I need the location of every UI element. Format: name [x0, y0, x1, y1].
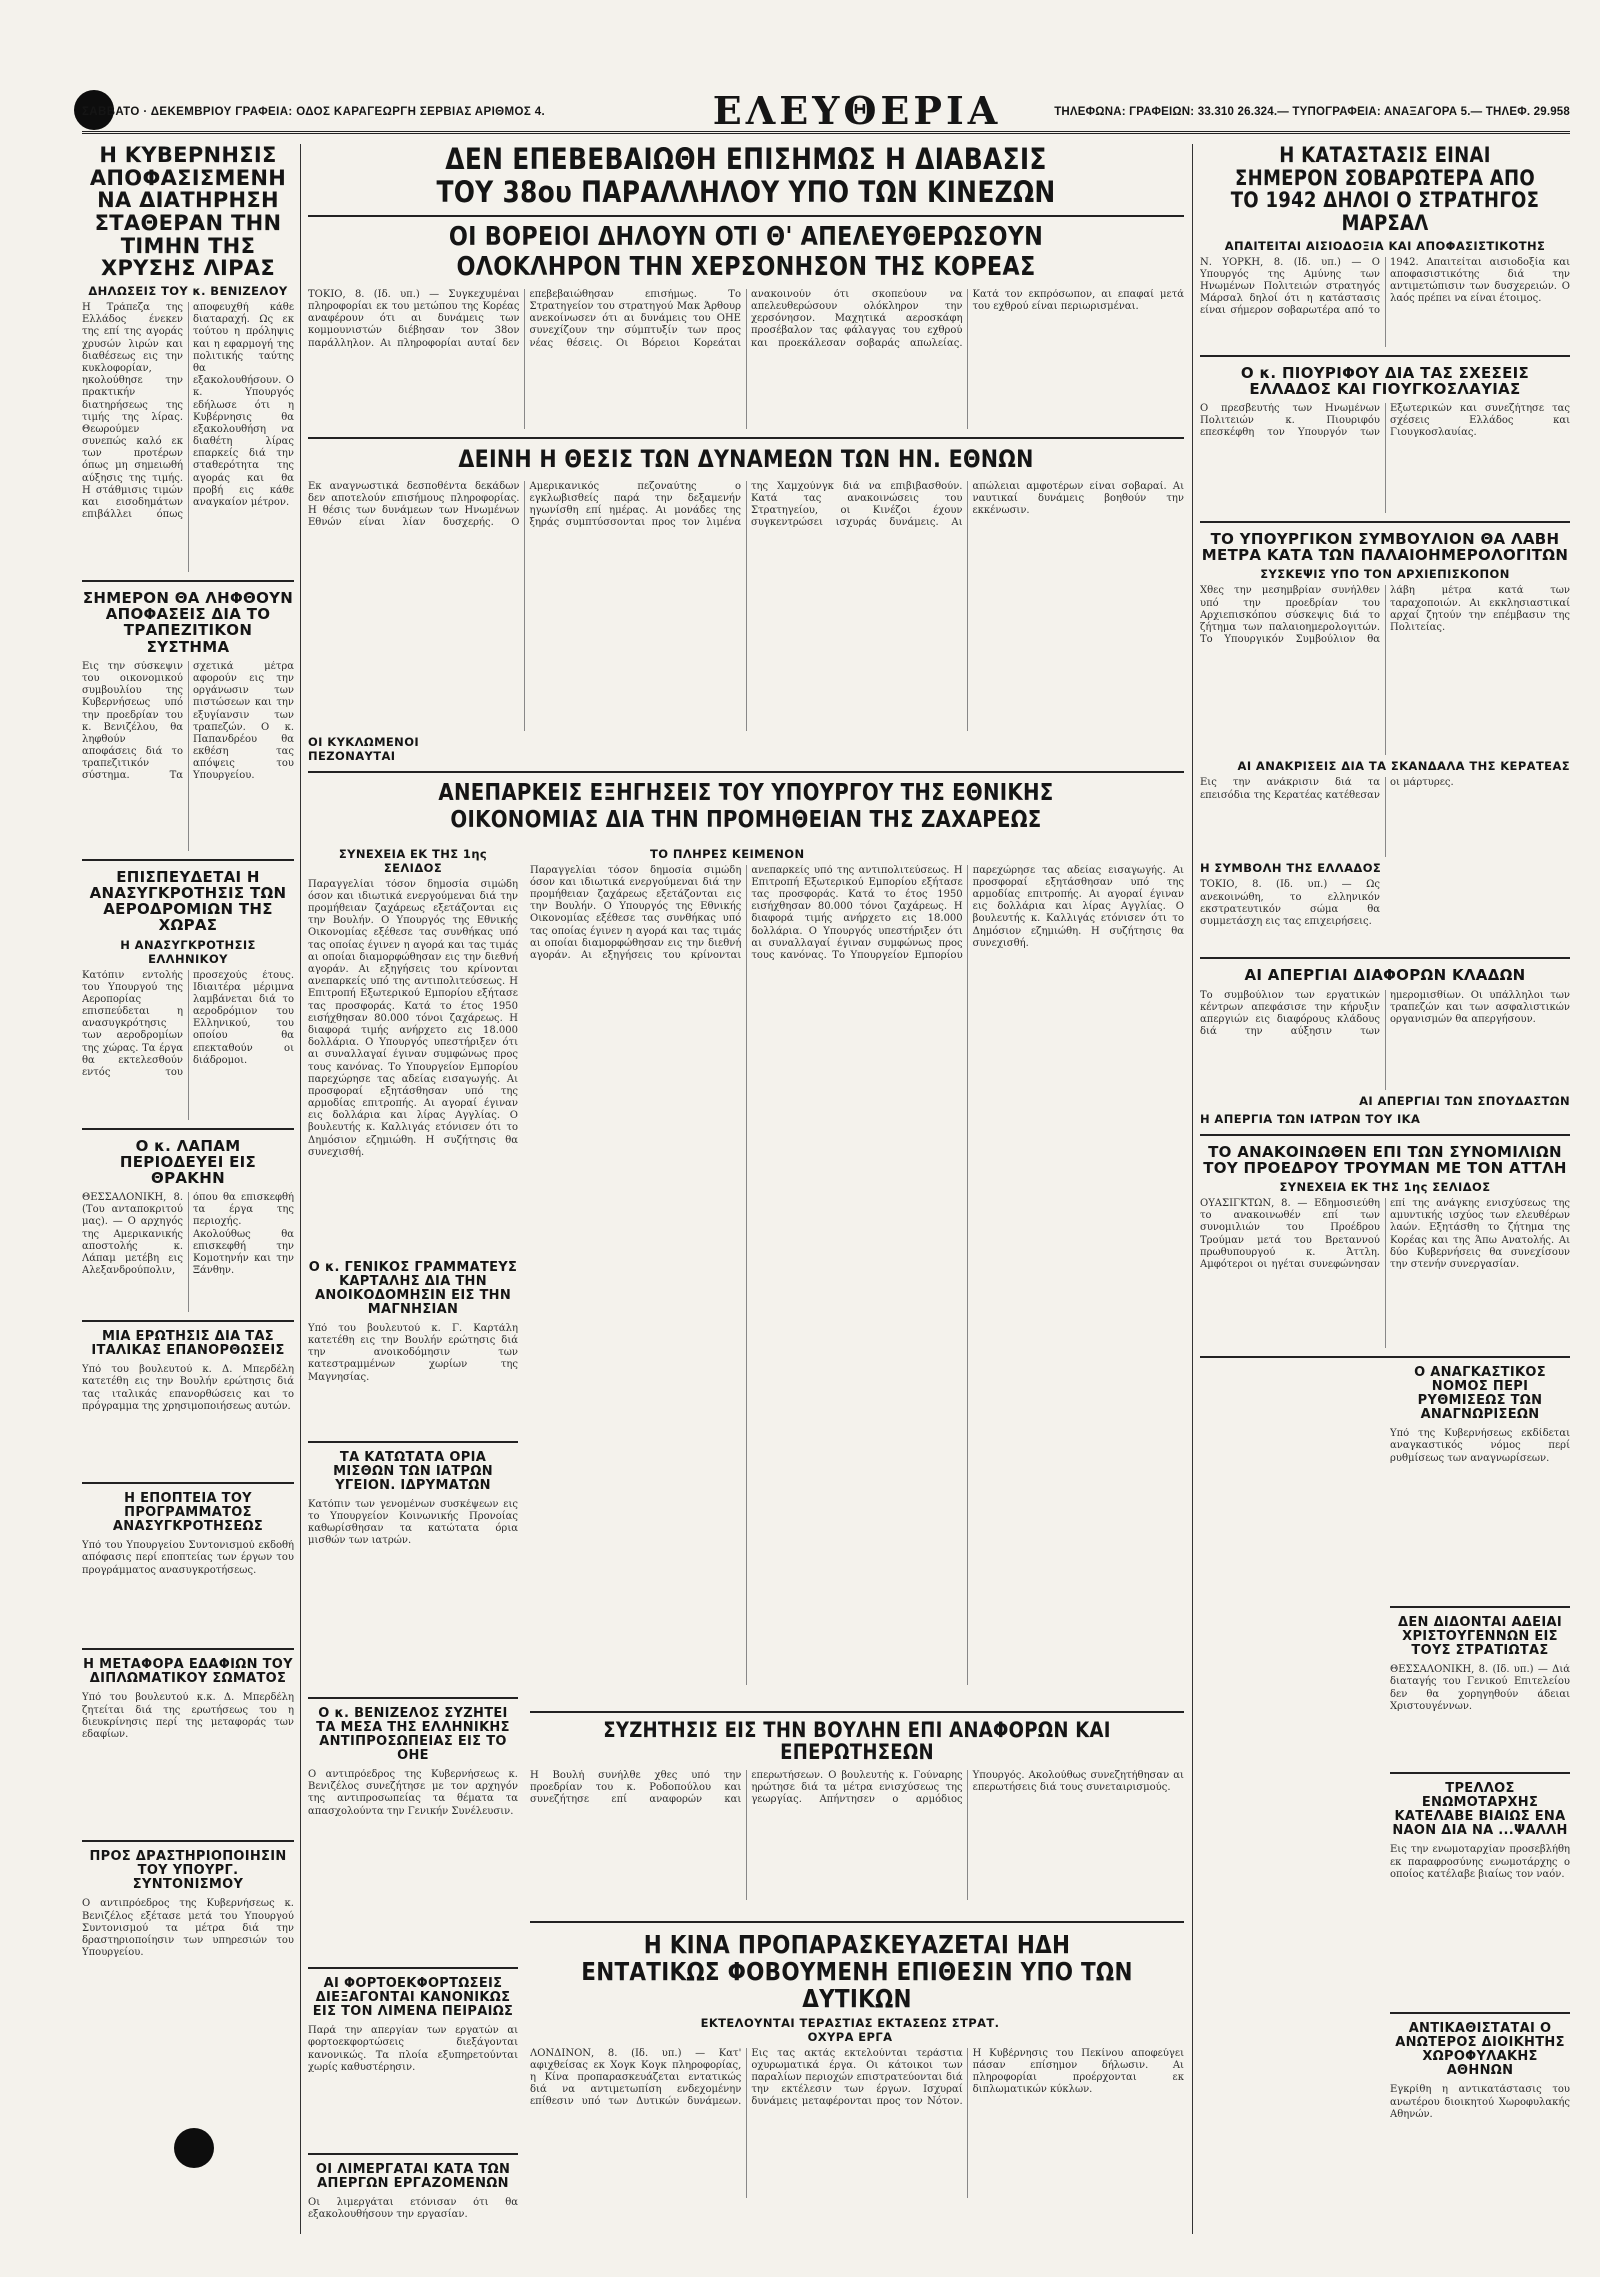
article-peurifoy: Ο πρεσβευτής των Ηνωμένων Πολιτειών κ. Πιουριφόυ επεσκέφθη τον Υπουργόν των Εξωτερικών και συνεζήτησε τας σχέσεις Ελλάδος και Γιουγκοσλαυίας.: [1200, 403, 1570, 439]
divider: [308, 1697, 518, 1699]
article-marshall: Ν. ΥΟΡΚΗ, 8. (Ιδ. υπ.) — Ο Υπουργός της Αμύνης των Ηνωμένων Πολιτειών στρατηγός Μάρσαλ δηλοί ότι η κατάστασις είναι σήμερον σοβαρωτέρα από το 1942. Απαιτείται αισιοδοξία και αποφασιστικότης διά την αντιμετώπισιν των δυσχερειών. Ο λαός πρέπει να είναι έτοιμος.: [1200, 256, 1570, 317]
divider: [308, 771, 1184, 773]
article-italian-reparations: Υπό του βουλευτού κ. Δ. Μπερδέλη κατετέθη εις την Βουλήν ερώτησις διά τας ιταλικάς επανορθώσεις και το πρόγραμμα της χρησιμοποιήσεως αυτών.: [82, 1364, 294, 1412]
headline-oversight: Η ΕΠΟΠΤΕΙΑ ΤΟΥ ΠΡΟΓΡΑΜΜΑΤΟΣ ΑΝΑΣΥΓΚΡΟΤΗΣΕΩΣ: [112, 1491, 264, 1535]
article-greek-contribution: ΤΟΚΙΟ, 8. (Ιδ. υπ.) — Ως ανεκοινώθη, το ελληνικόν εκστρατευτικόν σώμα θα συμμετάσχη εις τας επιχειρήσεις.: [1200, 879, 1380, 927]
article-oversight: Υπό του Υπουργείου Συντονισμού εκδοθή απόφασις περί εποπτείας των έργων του προγράμματος ανασυγκροτήσεως.: [82, 1540, 294, 1576]
divider: [1200, 1134, 1570, 1136]
column-rule: [300, 144, 301, 2234]
article-korea: ΤΟΚΙΟ, 8. (Ιδ. υπ.) — Συγκεχυμέναι πληροφορίαι εκ του μετώπου της Κορέας αναφέρουν ότι αι δυνάμεις των κομμουνιστών διέβησαν τον 38ον παράλληλον. Αι πληροφορίαι αυταί δεν επεβεβαιώθησαν επισήμως. Το Στρατηγείον του στρατηγού Μακ Άρθουρ ανεκοίνωσεν ότι αι δυνάμεις του ΟΗΕ συνεχίζουν την σύμπτυξίν των προς νέας θέσεις. Οι Βόρειοι Κορεάται ανακοινούν ότι σκοπεύουν να απελευθερώσουν ολόκληρον την χερσόνησον. Μαχητικά αεροσκάφη προσέβαλον τας φάλαγγας του εχθρού και προεκάλεσαν σοβαράς απωλείας. Κατά τον εκπρόσωπον, αι επαφαί μετά του εχθρού είναι περιωρισμέναι.: [308, 288, 1184, 349]
divider: [1200, 1356, 1570, 1358]
lower-center: [308, 781, 1184, 2234]
headline-mad-sergeant: ΤΡΕΛΛΟΣ ΕΝΩΜΟΤΑΡΧΗΣ ΚΑΤΕΛΑΒΕ ΒΙΑΙΩΣ ΕΝΑ ΝΑΟΝ ΔΙΑ ΝΑ ...ΨΑΛΛΗ: [1392, 1781, 1568, 1839]
divider: [1200, 355, 1570, 357]
article-sugar: Παραγγελίαι τόσον δημοσία σιμώδη όσον και ιδιωτικά ενεργούμεναι διά την προμήθειαν ζαχάρεως εξετάζονται εις την Βουλήν. Ο Υπουργός της Εθνικής Οικονομίας εξέθεσε τας συνθήκας υπό τας οποίας έγινεν η αγορά και τας τιμάς αι οποίαι διαμορφώθησαν εις την διεθνή αγοράν. Αι εξηγήσεις του κρίνονται ανεπαρκείς υπό της αντιπολιτεύσεως. Η Επιτροπή Εξωτερικού Εμπορίου εξήτασε τας προσφοράς. Κατά το έτος 1950 εισήχθησαν 80.000 τόνοι ζαχάρεως. Η διαφορά τιμής ανήρχετο εις 18.000 δολλάρια. Ο Υπουργός υπεστήριξεν ότι αι συναλλαγαί έγιναν συμφώνως προς τους κανόνας. Το Υπουργείον Εμπορίου παρεχώρησε τας αδείας εισαγωγής. Αι προσφοραί εξητάσθησαν υπό της αρμοδίας επιτροπής. Αι αγοραί έγιναν εις δολλάρια και λίρας Αγγλίας. Ο βουλευτής κ. Καλλιγάς ετόνισεν ότι το Δημόσιον εζημιώθη. Η συζήτησις θα συνεχισθή.: [530, 864, 1184, 961]
article-compulsory-law: Υπό της Κυβερνήσεως εκδίδεται αναγκαστικός νόμος περί ρυθμίσεως των αναγνωρίσεων.: [1390, 1428, 1570, 1464]
headline-italian-reparations: ΜΙΑ ΕΡΩΤΗΣΙΣ ΔΙΑ ΤΑΣ ΙΤΑΛΙΚΑΣ ΕΠΑΝΟΡΘΩΣΕΙΣ: [91, 1329, 285, 1359]
divider: [308, 2153, 518, 2155]
headline-cabinet: ΤΟ ΥΠΟΥΡΓΙΚΟΝ ΣΥΜΒΟΥΛΙΟΝ ΘΑ ΛΑΒΗ ΜΕΤΡΑ ΚΑΤΑ ΤΩΝ ΠΑΛΑΙΟΗΜΕΡΟΛΟΓΙΤΩΝ: [1201, 530, 1569, 565]
divider: [1390, 1606, 1570, 1608]
headline-doctor-salaries: ΤΑ ΚΑΤΩΤΑΤΑ ΟΡΙΑ ΜΙΣΘΩΝ ΤΩΝ ΙΑΤΡΩΝ ΥΓΕΙΟΝ. ΙΔΡΥΜΑΤΩΝ: [333, 1449, 493, 1493]
right-subcolumn: [1390, 1366, 1570, 2144]
divider: [82, 1648, 294, 1650]
kicker-airports: Η ΑΝΑΣΥΓΚΡΟΤΗΣΙΣ ΕΛΛΗΝΙΚΟΥ: [120, 937, 256, 966]
headline-marshall: Η ΚΑΤΑΣΤΑΣΙΣ ΕΙΝΑΙ ΣΗΜΕΡΟΝ ΣΟΒΑΡΩΤΕΡΑ ΑΠΟ ΤΟ 1942 ΔΗΛΟΙ Ο ΣΤΡΑΤΗΓΟΣ ΜΑΡΣΑΛ: [1230, 144, 1540, 236]
article-mad-sergeant: Εις την ενωμοταρχίαν προσεβλήθη εκ παραφροσύνης ενωμοτάρχης ο οποίος κατέλαβε βιαίως τον ναόν.: [1390, 1844, 1570, 1880]
subhead-full-text: ΤΟ ΠΛΗΡΕΣ ΚΕΙΜΕΝΟΝ: [650, 846, 805, 861]
article-lapam: ΘΕΣΣΑΛΟΝΙΚΗ, 8. (Του ανταποκριτού μας). — Ο αρχηγός της Αμερικανικής αποστολής κ. Λάπαμ μετέβη εις Αλεξανδρούπολιν, όπου θα επισκεφθή τα έργα της περιοχής. Ακολούθως θα επισκεφθή την Κομοτηνήν και την Ξάνθην.: [82, 1192, 294, 1277]
divider: [82, 859, 294, 861]
divider: [82, 580, 294, 582]
article-un-delegation: Ο αντιπρόεδρος της Κυβερνήσεως κ. Βενιζέλος συνεζήτησε με τον αρχηγόν της αντιπροσωπείας τα θέματα τα απασχολούντα την Γενικήν Συνέλευσιν.: [308, 1769, 518, 1817]
headline-peurifoy: Ο κ. ΠΙΟΥΡΙΦΟΥ ΔΙΑ ΤΑΣ ΣΧΕΣΕΙΣ ΕΛΛΑΔΟΣ ΚΑΙ ΓΙΟΥΓΚΟΣΛΑΥΙΑΣ: [1240, 363, 1530, 398]
article-china: ΛΟΝΔΙΝΟΝ, 8. (Ιδ. υπ.) — Κατ' αφιχθείσας εκ Χογκ Κογκ πληροφορίας, η Κίνα προπαρασκευάζεται εντατικώς διά να αντιμετωπίση ενδεχομένην επίθεσιν υπό των Δυτικών δυνάμεων. Εις τας ακτάς εκτελούνται τεράστια οχυρωματικά έργα. Οι κάτοικοι των παραλίων περιοχών επιστρατεύονται διά την εκτέλεσιν των έργων. Ισχυραί δυνάμεις μεταφέρονται προς τον Νότον. Η Κυβέρνησις του Πεκίνου αποφεύγει πάσαν επίσημον δήλωσιν. Αι πληροφορίαι προέρχονται εκ διπλωματικών κύκλων.: [530, 2047, 1184, 2108]
kicker-kerateas: ΑΙ ΑΝΑΚΡΙΣΕΙΣ ΔΙΑ ΤΑ ΣΚΑΝΔΑΛΑ ΤΗΣ ΚΕΡΑΤΕΑΣ: [1237, 759, 1570, 774]
headline-compulsory-law: Ο ΑΝΑΓΚΑΣΤΙΚΟΣ ΝΟΜΟΣ ΠΕΡΙ ΡΥΘΜΙΣΕΩΣ ΤΩΝ ΑΝΑΓΝΩΡΙΣΕΩΝ: [1414, 1365, 1546, 1423]
kicker-greek-contribution: Η ΣΥΜΒΟΛΗ ΤΗΣ ΕΛΛΑΔΟΣ: [1200, 861, 1382, 876]
divider: [82, 1320, 294, 1322]
china-story: [530, 1921, 1184, 2198]
article-diplomatic: Υπό του βουλευτού κ.κ. Δ. Μπερδέλη ζητείται διά της ερωτήσεως του η διευκρίνησις περί της μεταφοράς των εδαφίων.: [82, 1692, 294, 1740]
headline-38th-parallel-2: ΤΟΥ 38ου ΠΑΡΑΛΛΗΛΟΥ ΥΠΟ ΤΩΝ ΚΙΝΕΖΩΝ: [436, 175, 1056, 210]
divider: [530, 1921, 1184, 1923]
divider: [308, 1967, 518, 1969]
newspaper-title: ΕΛΕΥΘΕΡΙΑ: [712, 88, 1002, 133]
kicker-archbishop: ΣΥΣΚΕΨΙΣ ΥΠΟ ΤΟΝ ΑΡΧΙΕΠΙΣΚΟΠΟΝ: [1260, 567, 1510, 582]
headline-parliament: ΣΥΖΗΤΗΣΙΣ ΕΙΣ ΤΗΝ ΒΟΥΛΗΝ ΕΠΙ ΑΝΑΦΟΡΩΝ ΚΑΙ ΕΠΕΡΩΤΗΣΕΩΝ: [603, 1717, 1111, 1765]
kicker-china: ΕΚΤΕΛΟΥΝΤΑΙ ΤΕΡΑΣΤΙΑΣ ΕΚΤΑΣΕΩΣ ΣΤΡΑΤ. ΟΧΥΡΑ ΕΡΓΑ: [700, 2015, 1000, 2044]
article-truman-attlee: ΟΥΑΣΙΓΚΤΩΝ, 8. — Εδημοσιεύθη το ανακοινωθέν επί των συνομιλιών του Προέδρου Τρούμαν μετά του Βρεταννού πρωθυπουργού κ. Άττλη. Αμφότεροι οι ηγέται συνεφώνησαν επί της ανάγκης ενισχύσεως της αμυντικής ισχύος των ελευθέρων λαών. Εξητάσθη το ζήτημα της Κορέας και της Άπω Ανατολής. Αι δύο Κυβερνήσεις θα συνεχίσουν την στενήν συνεργασίαν.: [1200, 1198, 1570, 1270]
headline-un-forces: ΔΕΙΝΗ Η ΘΕΣΙΣ ΤΩΝ ΔΥΝΑΜΕΩΝ ΤΩΝ ΗΝ. ΕΘΝΩΝ: [458, 444, 1034, 473]
article-un-forces: Εκ αναγνωστικά δεσποθέντα δεκάδων δεν αποτελούν επισήμους πληροφορίας. Η θέσις των δυνάμεων των Ηνωμένων Εθνών είναι λίαν δυσχερής. Ο Αμερικανικός πεζοναύτης ο εγκλωβισθείς παρά την δεξαμενήν ηγωνίσθη επί ημέρας. Αι μονάδες της ξηράς συμπτύσσονται προς τον λιμένα της Χαμχούνγκ διά να επιβιβασθούν. Κατά τας ανακοινώσεις του Στρατηγείου, οι Κινέζοι έχουν συγκεντρώσει ισχυράς δυνάμεις. Αι απώλειαι αμφοτέρων είναι σοβαραί. Αι ναυτικαί δυνάμεις βοηθούν την εκκένωσιν.: [308, 480, 1184, 529]
kicker-truman: ΣΥΝΕΧΕΙΑ ΕΚ ΤΗΣ 1ης ΣΕΛΙΔΟΣ: [1279, 1180, 1491, 1194]
headline-un-delegation: Ο κ. ΒΕΝΙΖΕΛΟΣ ΣΥΖΗΤΕΙ ΤΑ ΜΕΣΑ ΤΗΣ ΕΛΛΗΝΙΚΗΣ ΑΝΤΙΠΡΟΣΩΠΕΙΑΣ ΕΙΣ ΤΟ ΟΗΕ: [316, 1705, 510, 1763]
masthead-date-address: ΣΑΒΒΑΤΟ · ΔΕΚΕΜΒΡΙΟΥ ΓΡΑΦΕΙΑ: ΟΔΟΣ ΚΑΡΑΓΕΩΡΓΗ ΣΕΡΒΙΑΣ ΑΡΙΘΜΟΣ 4.: [82, 106, 546, 118]
headline-truman-attlee: ΤΟ ΑΝΑΚΟΙΝΩΘΕΝ ΕΠΙ ΤΩΝ ΣΥΝΟΜΙΛΙΩΝ ΤΟΥ ΠΡΟΕΔΡΟΥ ΤΡΟΥΜΑΝ ΜΕ ΤΟΝ ΑΤΤΛΗ: [1203, 1142, 1567, 1177]
headline-piraeus-loading: ΑΙ ΦΟΡΤΟΕΚΦΟΡΤΩΣΕΙΣ ΔΙΕΞΑΓΟΝΤΑΙ ΚΑΝΟΝΙΚΩΣ ΕΙΣ ΤΟΝ ΛΙΜΕΝΑ ΠΕΙΡΑΙΩΣ: [312, 1976, 514, 2020]
masthead: [82, 88, 1570, 134]
article-doctor-salaries: Κατόπιν των γενομένων συσκέψεων εις το Υπουργείον Κοινωνικής Προνοίας καθωρίσθησαν τα κατώτατα όρια μισθών των ιατρών.: [308, 1498, 518, 1547]
center-area: [308, 144, 1184, 2234]
parliament-story: [530, 1711, 1184, 1900]
masthead-phones: ΤΗΛΕΦΩΝΑ: ΓΡΑΦΕΙΩΝ: 33.310 26.324.— ΤΥΠΟΓΡΑΦΕΙΑ: ΑΝΑΞΑΓΟΡΑ 5.— ΤΗΛΕΦ. 29.958: [1054, 106, 1570, 118]
sugar-story: [308, 781, 1184, 833]
divider: [82, 1840, 294, 1842]
article-banking-system: Εις την σύσκεψιν του οικονομικού συμβουλίου της Κυβερνήσεως υπό την προεδρίαν του κ. Βενιζέλου, θα ληφθούν αποφάσεις διά το τραπεζιτικόν σύστημα. Τα σχετικά μέτρα αφορούν εις την οργάνωσιν των πιστώσεων και την εξυγίανσιν των τραπεζών. Ο κ. Παπανδρέου θα εκθέση τας απόψεις του Υπουργείου.: [82, 660, 294, 782]
article-gold-sovereign: Η Τράπεζα της Ελλάδος ένεκεν της επί της αγοράς χρυσών λιρών και διαθέσεως εις την κυκλοφορίαν, ηκολούθησε την πρακτικήν διατηρήσεως της τιμής της λίρας. Θεωρούμεν συνεπώς καλό εκ των προτέρων όπως μη σημειωθή αύξησις της τιμής. Η στάθμισις τιμών και εισοδημάτων επιβάλλει όπως αποφευχθή κάθε διαταραχή. Ως εκ τούτου η πρόληψις και η εφαρμογή της πολιτικής ταύτης θα εξακολουθήσουν. Ο κ. Υπουργός εδήλωσε ότι η Κυβέρνησις θα εξακολουθήση να διαθέτη λίρας επαρκείς διά την σταθερότητα της αγοράς και θα προβή εις κάθε αναγκαίον μέτρον.: [82, 302, 294, 521]
headline-kartalis: Ο κ. ΓΕΝΙΚΟΣ ΓΡΑΜΜΑΤΕΥΣ ΚΑΡΤΑΛΗΣ ΔΙΑ ΤΗΝ ΑΝΟΙΚΟΔΟΜΗΣΙΝ ΕΙΣ ΤΗΝ ΜΑΓΝΗΣΙΑΝ: [308, 1259, 518, 1317]
divider: [82, 1482, 294, 1484]
article-cabinet: Χθες την μεσημβρίαν συνήλθεν υπό την προεδρίαν του Αρχιεπισκόπου σύσκεψις διά το ζήτημα των παλαιοημερολογιτών. Το Υπουργικόν Συμβούλιον θα λάβη μέτρα κατά των ταραχοποιών. Αι εκκλησιαστικαί αρχαί ζητούν την επέμβασιν της Πολιτείας.: [1200, 585, 1570, 646]
kicker-ika-doctors: Η ΑΠΕΡΓΙΑ ΤΩΝ ΙΑΤΡΩΝ ΤΟΥ ΙΚΑ: [1200, 1111, 1421, 1126]
headline-dockworkers: ΟΙ ΛΙΜΕΡΓΑΤΑΙ ΚΑΤΑ ΤΩΝ ΑΠΕΡΓΩΝ ΕΡΓΑΖΟΜΕΝΩΝ: [315, 2162, 511, 2192]
headline-diplomatic: Η ΜΕΤΑΦΟΡΑ ΕΔΑΦΙΩΝ ΤΟΥ ΔΙΠΛΩΜΑΤΙΚΟΥ ΣΩΜΑΤΟΣ: [83, 1657, 293, 1687]
divider: [308, 437, 1184, 439]
kicker-venizelos: ΔΗΛΩΣΕΙΣ ΤΟΥ κ. ΒΕΝΙΖΕΛΟΥ: [88, 284, 288, 299]
headline-coordination: ΠΡΟΣ ΔΡΑΣΤΗΡΙΟΠΟΙΗΣΙΝ ΤΟΥ ΥΠΟΥΡΓ. ΣΥΝΤΟΝΙΣΜΟΥ: [89, 1849, 287, 1893]
divider: [82, 1128, 294, 1130]
divider: [308, 1441, 518, 1443]
kicker-marines: ΟΙ ΚΥΚΛΩΜΕΝΟΙ ΠΕΖΟΝΑΥΤΑΙ: [308, 734, 420, 763]
article-christmas-leave: ΘΕΣΣΑΛΟΝΙΚΗ, 8. (Ιδ. υπ.) — Διά διαταγής του Γενικού Επιτελείου δεν θα χορηγηθούν άδειαι Χριστουγέννων.: [1390, 1664, 1570, 1712]
divider: [1390, 2012, 1570, 2014]
divider: [1390, 1772, 1570, 1774]
headline-korea-2: ΟΛΟΚΛΗΡΟΝ ΤΗΝ ΧΕΡΣΟΝΗΣΟΝ ΤΗΣ ΚΟΡΕΑΣ: [456, 251, 1036, 282]
headline-38th-parallel-1: ΔΕΝ ΕΠΕΒΕΒΑΙΩΘΗ ΕΠΙΣΗΜΩΣ Η ΔΙΑΒΑΣΙΣ: [445, 144, 1047, 176]
left-column: [82, 144, 294, 2234]
headline-lapam: Ο κ. ΛΑΠΑΜ ΠΕΡΙΟΔΕΥΕΙ ΕΙΣ ΘΡΑΚΗΝ: [119, 1136, 257, 1187]
headline-sugar-1: ΑΝΕΠΑΡΚΕΙΣ ΕΞΗΓΗΣΕΙΣ ΤΟΥ ΥΠΟΥΡΓΟΥ ΤΗΣ ΕΘΝΙΚΗΣ: [438, 779, 1054, 806]
headline-christmas-leave: ΔΕΝ ΔΙΔΟΝΤΑΙ ΑΔΕΙΑΙ ΧΡΙΣΤΟΥΓΕΝΝΩΝ ΕΙΣ ΤΟΥΣ ΣΤΡΑΤΙΩΤΑΣ: [1398, 1615, 1562, 1659]
article-dockworkers: Οι λιμεργάται ετόνισαν ότι θα εξακολουθήσουν την εργασίαν.: [308, 2197, 518, 2221]
article-strikes: Το συμβούλιον των εργατικών κέντρων απεφάσισε την κήρυξιν απεργιών εις διαφόρους κλάδους διά την αύξησιν των ημερομισθίων. Οι υπάλληλοι των τραπεζών και των ασφαλιστικών οργανισμών θα απεργήσουν.: [1200, 989, 1570, 1038]
divider: [1200, 521, 1570, 523]
headline-gold-sovereign: Η ΚΥΒΕΡΝΗΣΙΣ ΑΠΟΦΑΣΙΣΜΕΝΗ ΝΑ ΔΙΑΤΗΡΗΣΗ ΣΤΑΘΕΡΑΝ ΤΗΝ ΤΙΜΗΝ ΤΗΣ ΧΡΥΣΗΣ ΛΙΡΑΣ: [89, 144, 287, 281]
sugar-body-wrap: [308, 843, 518, 1253]
article-parliament: Η Βουλή συνήλθε χθες υπό την προεδρίαν του κ. Ροδοπούλου και συνεζήτησε επί αναφορών και επερωτήσεων. Ο βουλευτής κ. Γούναρης ηρώτησε διά τα μέτρα ενισχύσεως της γεωργίας. Απήντησεν ο αρμόδιος Υπουργός. Ακολούθως συνεζητήθησαν αι επερωτήσεις διά τους συνεταιρισμούς.: [530, 1770, 1184, 1806]
headline-airports: ΕΠΙΣΠΕΥΔΕΤΑΙ Η ΑΝΑΣΥΓΚΡΟΤΗΣΙΣ ΤΩΝ ΑΕΡΟΔΡΟΜΙΩΝ ΤΗΣ ΧΩΡΑΣ: [89, 867, 287, 935]
newspaper-page: [82, 88, 1570, 2242]
divider: [530, 1711, 1184, 1713]
article-sugar-lead: Παραγγελίαι τόσον δημοσία σιμώδη όσον και ιδιωτικά ενεργούμεναι διά την προμήθειαν ζαχάρεως εξετάζονται εις την Βουλήν. Ο Υπουργός της Εθνικής Οικονομίας εξέθεσε τας συνθήκας υπό τας οποίας έγινεν η αγορά και τας τιμάς αι οποίαι διαμορφώθησαν εις την διεθνή αγοράν. Αι εξηγήσεις του κρίνονται ανεπαρκείς υπό της αντιπολιτεύσεως. Η Επιτροπή Εξωτερικού Εμπορίου εξήτασε τας προσφοράς. Κατά το έτος 1950 εισήχθησαν 80.000 τόνοι ζαχάρεως. Η διαφορά τιμής ανήρχετο εις 18.000 δολλάρια. Ο Υπουργός υπεστήριξεν ότι αι συναλλαγαί έγιναν συμφώνως προς τους κανόνας. Το Υπουργείον Εμπορίου παρεχώρησε τας αδείας εισαγωγής. Αι προσφοραί εξητάσθησαν υπό της αρμοδίας επιτροπής. Αι αγοραί έγιναν εις δολλάρια και λίρας Αγγλίας. Ο βουλευτής κ. Καλλιγάς ετόνισεν ότι το Δημόσιον εζημιώθη. Η συζήτησις θα συνεχισθή.: [308, 878, 518, 1158]
headline-sugar-2: ΟΙΚΟΝΟΜΙΑΣ ΔΙΑ ΤΗΝ ΠΡΟΜΗΘΕΙΑΝ ΤΗΣ ΖΑΧΑΡΕΩΣ: [450, 806, 1042, 833]
article-kerateas: Εις την ανάκρισιν διά τα επεισόδια της Κερατέας κατέθεσαν οι μάρτυρες.: [1200, 777, 1454, 801]
article-coordination: Ο αντιπρόεδρος της Κυβερνήσεως κ. Βενιζέλος εξέτασε μετά του Υπουργού Συντονισμού τα μέτρα διά την δραστηριοποίησιν των υπηρεσιών του Υπουργείου.: [82, 1898, 294, 1959]
kicker-student-strikes: ΑΙ ΑΠΕΡΓΙΑΙ ΤΩΝ ΣΠΟΥΔΑΣΤΩΝ: [1359, 1093, 1570, 1108]
headline-korea-1: ΟΙ ΒΟΡΕΙΟΙ ΔΗΛΟΥΝ ΟΤΙ Θ' ΑΠΕΛΕΥΘΕΡΩΣΟΥΝ: [448, 221, 1044, 252]
article-kartalis: Υπό του βουλευτού κ. Γ. Καρτάλη κατετέθη εις την Βουλήν ερώτησις διά την ανοικοδόμησιν των κατεστραμμένων χωρίων της Μαγνησίας.: [308, 1322, 518, 1383]
headline-banking-system: ΣΗΜΕΡΟΝ ΘΑ ΛΗΦΘΟΥΝ ΑΠΟΦΑΣΕΙΣ ΔΙΑ ΤΟ ΤΡΑΠΕΖΙΤΙΚΟΝ ΣΥΣΤΗΜΑ: [82, 589, 294, 656]
sugar-columns: [530, 843, 1184, 1703]
headline-gendarmerie: ΑΝΤΙΚΑΘΙΣΤΑΤΑΙ Ο ΑΝΩΤΕΡΟΣ ΔΙΟΙΚΗΤΗΣ ΧΩΡΟΦΥΛΑΚΗΣ ΑΘΗΝΩΝ: [1395, 2021, 1565, 2079]
article-airports: Κατόπιν εντολής του Υπουργού της Αεροπορίας επισπεύδεται η ανασυγκρότησις των αεροδρομίων της χώρας. Τα έργα θα εκτελεσθούν εντός του προσεχούς έτους. Ιδιαιτέρα μέριμνα λαμβάνεται διά το αεροδρόμιον του Ελληνικού, του οποίου θα επεκταθούν οι διάδρομοι.: [82, 969, 294, 1079]
kicker-sugar: ΣΥΝΕΧΕΙΑ ΕΚ ΤΗΣ 1ης ΣΕΛΙΔΟΣ: [338, 846, 488, 875]
right-column: [1200, 144, 1570, 2234]
headline-strikes: ΑΙ ΑΠΕΡΓΙΑΙ ΔΙΑΦΟΡΩΝ ΚΛΑΔΩΝ: [1244, 966, 1526, 985]
divider: [1200, 957, 1570, 959]
headline-china: Η ΚΙΝΑ ΠΡΟΠΑΡΑΣΚΕΥΑΖΕΤΑΙ ΗΔΗ ΕΝΤΑΤΙΚΩΣ ΦΟΒΟΥΜΕΝΗ ΕΠΙΘΕΣΙΝ ΥΠΟ ΤΩΝ ΔΥΤΙΚΩΝ: [581, 1929, 1133, 2013]
divider: [308, 215, 1184, 217]
article-piraeus-loading: Παρά την απεργίαν των εργατών αι φορτοεκφορτώσεις διεξάγονται κανονικώς. Τα πλοία εξυπηρετούνται χωρίς καθυστέρησιν.: [308, 2025, 518, 2073]
article-gendarmerie: Εγκρίθη η αντικατάστασις του ανωτέρου διοικητού Χωροφυλακής Αθηνών.: [1390, 2084, 1570, 2120]
kicker-marshall: ΑΠΑΙΤΕΙΤΑΙ ΑΙΣΙΟΔΟΞΙΑ ΚΑΙ ΑΠΟΦΑΣΙΣΤΙΚΟΤΗΣ: [1224, 238, 1546, 253]
column-rule: [1192, 144, 1193, 2234]
